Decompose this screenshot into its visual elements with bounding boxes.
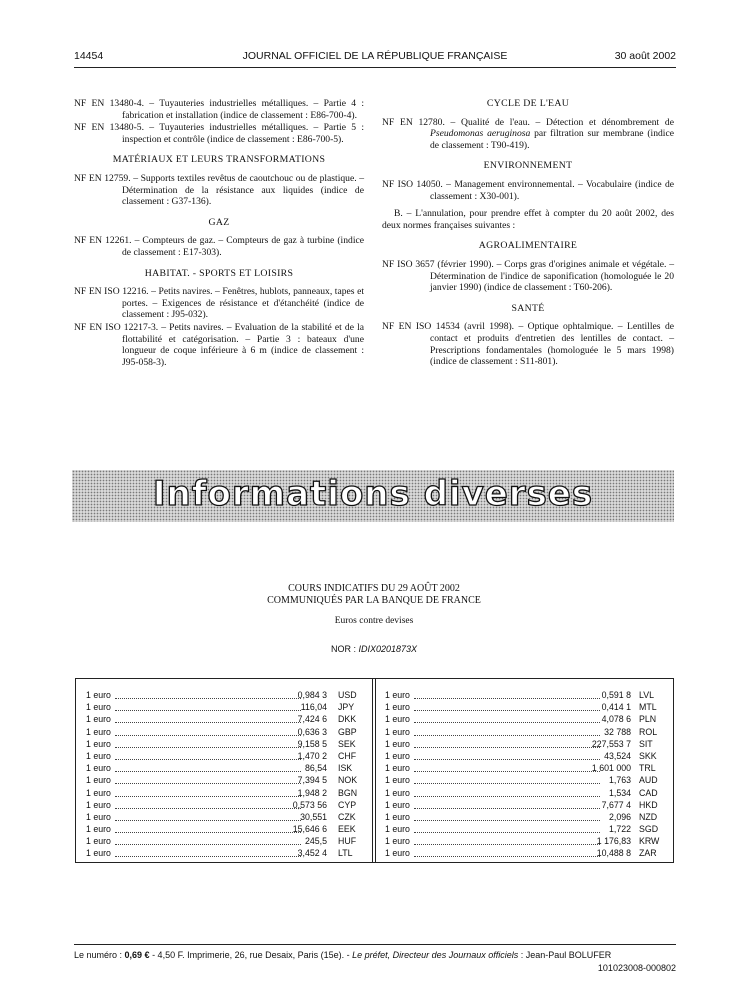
rate-row — [385, 714, 665, 726]
rates-left — [86, 690, 361, 861]
leader-dots — [115, 714, 301, 723]
currency-code: CZK — [338, 811, 356, 822]
rate-row — [385, 812, 665, 824]
rate-label: 1 euro — [86, 690, 111, 700]
rate-row — [385, 751, 665, 763]
leader-dots — [414, 763, 600, 772]
rate-label: 1 euro — [385, 787, 410, 798]
rate-label: 1 euro — [385, 811, 410, 822]
leader-dots — [414, 848, 600, 857]
rate-label: 1 euro — [385, 848, 410, 859]
currency-code: CHF — [338, 750, 357, 761]
rate-label: 1 euro — [86, 738, 111, 749]
rate-row — [385, 727, 665, 739]
rate-label: 1 euro — [385, 738, 410, 749]
rate-value: 15,646 6 — [292, 824, 327, 835]
currency-code: TRL — [639, 763, 656, 774]
rate-value: 0,636 3 — [297, 726, 327, 737]
rates-right — [385, 690, 665, 861]
currency-code: DKK — [338, 714, 357, 725]
rate-label: 1 euro — [86, 750, 111, 761]
rate-row — [86, 848, 361, 860]
leader-dots — [115, 751, 301, 760]
rate-row — [86, 690, 361, 702]
director-name: : Jean-Paul BOLUFER — [518, 950, 612, 960]
rate-label: 1 euro — [385, 726, 410, 737]
rate-value: 3,452 4 — [297, 848, 327, 859]
standard-entry: NF EN 12759. – Supports textiles revêtus de caoutchouc ou de plastique. – Détermination de la résistance aux liquides (indice de classement : G37-136). — [74, 172, 364, 208]
rate-value: 0,591 8 — [601, 690, 631, 700]
rate-value: 116,04 — [300, 702, 327, 713]
rate-value: 7,677 4 — [601, 799, 631, 810]
rate-row — [86, 836, 361, 848]
currency-code: LTL — [338, 848, 353, 859]
rate-row — [86, 788, 361, 800]
price-euro: 0,69 € — [124, 950, 150, 960]
leader-dots — [414, 739, 600, 748]
rate-label: 1 euro — [86, 763, 111, 774]
leader-dots — [414, 775, 600, 784]
currency-code: SIT — [639, 738, 653, 749]
currency-code: USD — [338, 690, 357, 700]
rate-label: 1 euro — [385, 775, 410, 786]
cours-heading — [0, 583, 748, 607]
leader-dots — [414, 824, 600, 833]
rate-value: 7,394 5 — [297, 775, 327, 786]
right-column — [382, 98, 674, 369]
currency-code: EEK — [338, 824, 356, 835]
banner-title: Informations diverses — [152, 474, 594, 514]
nor-value: IDIX0201873X — [358, 644, 418, 654]
leader-dots — [414, 788, 600, 797]
rate-value: 0,984 3 — [297, 690, 327, 700]
rate-label: 1 euro — [385, 750, 410, 761]
rate-value: 227,553 7 — [591, 738, 631, 749]
entry-text: par filtration sur membrane (indice de classement : T90-419). — [430, 128, 674, 151]
leader-dots — [115, 788, 301, 797]
column-divider — [375, 679, 376, 862]
standard-entry: NF EN 13480-4. – Tuyauteries industrielles métalliques. – Partie 4 : fabrication et installation (indice de classement : E86-700-4). — [74, 98, 364, 121]
rate-row — [86, 739, 361, 751]
rate-value: 1,722 — [608, 824, 631, 835]
cours-subtitle: Euros contre devises — [334, 616, 414, 626]
footer-text: Le numéro : — [74, 950, 125, 960]
leader-dots — [414, 800, 600, 809]
currency-code: SEK — [338, 738, 356, 749]
rate-label: 1 euro — [385, 763, 410, 774]
leader-dots — [115, 763, 301, 772]
leader-dots — [115, 739, 301, 748]
rate-row — [86, 714, 361, 726]
rate-row — [86, 775, 361, 787]
currency-code: ISK — [338, 763, 353, 774]
rate-row — [385, 763, 665, 775]
currency-code: AUD — [639, 775, 658, 786]
rate-value: 1,470 2 — [297, 750, 327, 761]
standard-entry: NF EN ISO 14534 (avril 1998). – Optique ophtalmique. – Lentilles de contact et produits d'entretien des lentilles de contact. – Prescriptions fondamentales (homologuée le 5 mars 1998) (indice de classement : S11-801). — [382, 321, 674, 368]
currency-code: LVL — [639, 690, 654, 700]
rate-value: 30,551 — [300, 811, 327, 822]
rate-row — [86, 800, 361, 812]
rate-label: 1 euro — [86, 799, 111, 810]
rate-value: 245,5 — [304, 836, 327, 847]
currency-code: HUF — [338, 836, 357, 847]
leader-dots — [414, 690, 600, 699]
rate-value: 7,424 6 — [297, 714, 327, 725]
standard-entry: NF ISO 3657 (février 1990). – Corps gras d'origines animale et végétale. – Détermination de l'indice de saponification (homologuée le 20 janvier 1990) (indice de classement : T60-206). — [382, 258, 674, 294]
rate-row — [86, 702, 361, 714]
currency-code: ROL — [639, 726, 658, 737]
section-heading-eau: CYCLE DE L'EAU — [486, 98, 570, 109]
species-name: Pseudomonas aeruginosa — [430, 128, 531, 140]
currency-code: PLN — [639, 714, 657, 725]
standard-entry: NF EN ISO 12217-3. – Petits navires. – Evaluation de la stabilité et de la flottabilité et catégorisation. – Partie 3 : bateaux d'une longueur de coque inférieure à 6 m (indice de classement : J95-058-3). — [74, 321, 364, 368]
leader-dots — [115, 812, 301, 821]
rate-label: 1 euro — [86, 848, 111, 859]
rate-row — [385, 690, 665, 702]
leader-dots — [115, 702, 301, 711]
rate-value: 1,763 — [608, 775, 631, 786]
rate-label: 1 euro — [385, 824, 410, 835]
currency-code: BGN — [338, 787, 358, 798]
rate-row — [86, 824, 361, 836]
currency-code: NOK — [338, 775, 358, 786]
section-heading-sante: SANTÉ — [511, 302, 545, 314]
rate-row — [385, 775, 665, 787]
rate-row — [86, 751, 361, 763]
rate-value: 2,096 — [608, 811, 631, 822]
currency-code: SGD — [639, 824, 659, 835]
standard-entry: NF ISO 14050. – Management environnemental. – Vocabulaire (indice de classement : X30-001). — [382, 178, 674, 202]
rate-label: 1 euro — [86, 726, 111, 737]
rate-value: 9,158 5 — [297, 738, 327, 749]
prefet-title: Le préfet, Directeur des Journaux officiels — [352, 950, 519, 960]
rate-row — [86, 727, 361, 739]
leader-dots — [414, 727, 600, 736]
rate-row — [385, 788, 665, 800]
cours-line2: COMMUNIQUÉS PAR LA BANQUE DE FRANCE — [267, 595, 481, 606]
section-heading-environnement: ENVIRONNEMENT — [483, 160, 573, 172]
leader-dots — [414, 836, 600, 845]
exchange-rate-table — [75, 678, 674, 863]
rate-label: 1 euro — [86, 714, 111, 725]
rate-row — [385, 800, 665, 812]
header-rule — [74, 67, 676, 68]
standard-entry — [382, 117, 674, 152]
annulation-paragraph: B. – L'annulation, pour prendre effet à compter du 20 août 2002, des deux normes françaises suivantes : — [382, 208, 674, 231]
footer-text: - 4,50 F. Imprimerie, 26, rue Desaix, Paris (15e). - — [149, 950, 353, 960]
rate-label: 1 euro — [385, 702, 410, 713]
issue-date: 30 août 2002 — [614, 50, 676, 62]
section-heading-habitat: HABITAT. - SPORTS ET LOISIRS — [144, 267, 294, 279]
rate-row — [86, 763, 361, 775]
rate-label: 1 euro — [86, 702, 111, 713]
rate-row — [385, 824, 665, 836]
standard-entry: NF EN 13480-5. – Tuyauteries industrielles métalliques. – Partie 5 : inspection et contrôle (indice de classement : E86-700-5). — [74, 122, 364, 145]
rate-label: 1 euro — [86, 824, 111, 835]
section-heading-materiaux: MATÉRIAUX ET LEURS TRANSFORMATIONS — [112, 154, 326, 166]
rate-value: 0,414 1 — [601, 702, 631, 713]
rate-value: 1 176,83 — [596, 836, 631, 847]
leader-dots — [115, 800, 301, 809]
standard-entry: NF EN ISO 12216. – Petits navires. – Fenêtres, hublots, panneaux, tapes et portes. – Exigences de résistance et d'étanchéité (indice de classement : J95-032). — [74, 286, 364, 321]
rate-label: 1 euro — [385, 690, 410, 700]
currency-code: ZAR — [639, 848, 657, 859]
leader-dots — [414, 714, 600, 723]
rate-label: 1 euro — [86, 775, 111, 786]
rate-row — [385, 836, 665, 848]
currency-code: HKD — [639, 799, 658, 810]
currency-code: SKK — [639, 750, 657, 761]
journal-title: JOURNAL OFFICIEL DE LA RÉPUBLIQUE FRANÇAISE — [242, 50, 508, 62]
rate-label: 1 euro — [86, 811, 111, 822]
page-header — [74, 50, 676, 64]
rate-value: 1,534 — [608, 787, 631, 798]
rate-value: 0,573 56 — [292, 799, 327, 810]
rate-label: 1 euro — [86, 836, 111, 847]
rate-row — [385, 739, 665, 751]
leader-dots — [414, 702, 600, 711]
column-divider — [372, 679, 373, 862]
leader-dots — [115, 690, 301, 699]
left-column — [74, 98, 364, 369]
currency-code: NZD — [639, 811, 658, 822]
rate-value: 1 601 000 — [591, 763, 631, 774]
rate-label: 1 euro — [385, 714, 410, 725]
rate-value: 10,488 8 — [596, 848, 631, 859]
rate-value: 86,54 — [304, 763, 327, 774]
rate-value: 43,524 — [604, 750, 631, 761]
currency-code: CAD — [639, 787, 658, 798]
leader-dots — [115, 836, 301, 845]
rate-row — [385, 848, 665, 860]
cours-line1: COURS INDICATIFS DU 29 AOÛT 2002 — [288, 583, 460, 594]
leader-dots — [414, 812, 600, 821]
footer-rule — [74, 944, 676, 945]
rate-value: 4,078 6 — [601, 714, 631, 725]
rate-label: 1 euro — [385, 836, 410, 847]
rate-row — [86, 812, 361, 824]
leader-dots — [115, 727, 301, 736]
currency-code: CYP — [338, 799, 357, 810]
nor-reference — [0, 644, 748, 654]
footer-imprint — [74, 950, 676, 960]
rate-value: 1,948 2 — [297, 787, 327, 798]
entry-text: NF EN 12780. – Qualité de l'eau. – Détection et dénombrement de — [382, 116, 674, 128]
section-heading-agro: AGROALIMENTAIRE — [478, 240, 578, 252]
currency-code: GBP — [338, 726, 357, 737]
rate-label: 1 euro — [385, 799, 410, 810]
leader-dots — [115, 848, 301, 857]
rate-row — [385, 702, 665, 714]
leader-dots — [115, 824, 301, 833]
footer-reference: 101023008-000802 — [597, 963, 676, 973]
section-heading-gaz: GAZ — [208, 216, 230, 228]
page-number: 14454 — [74, 50, 104, 62]
currency-code: KRW — [639, 836, 660, 847]
currency-code: JPY — [338, 702, 355, 713]
leader-dots — [414, 751, 600, 760]
rate-label: 1 euro — [86, 787, 111, 798]
leader-dots — [115, 775, 301, 784]
rate-value: 32 788 — [604, 726, 631, 737]
nor-label: NOR : — [330, 644, 359, 654]
standard-entry: NF EN 12261. – Compteurs de gaz. – Compteurs de gaz à turbine (indice de classement : E17-303). — [74, 235, 364, 258]
currency-code: MTL — [639, 702, 657, 713]
